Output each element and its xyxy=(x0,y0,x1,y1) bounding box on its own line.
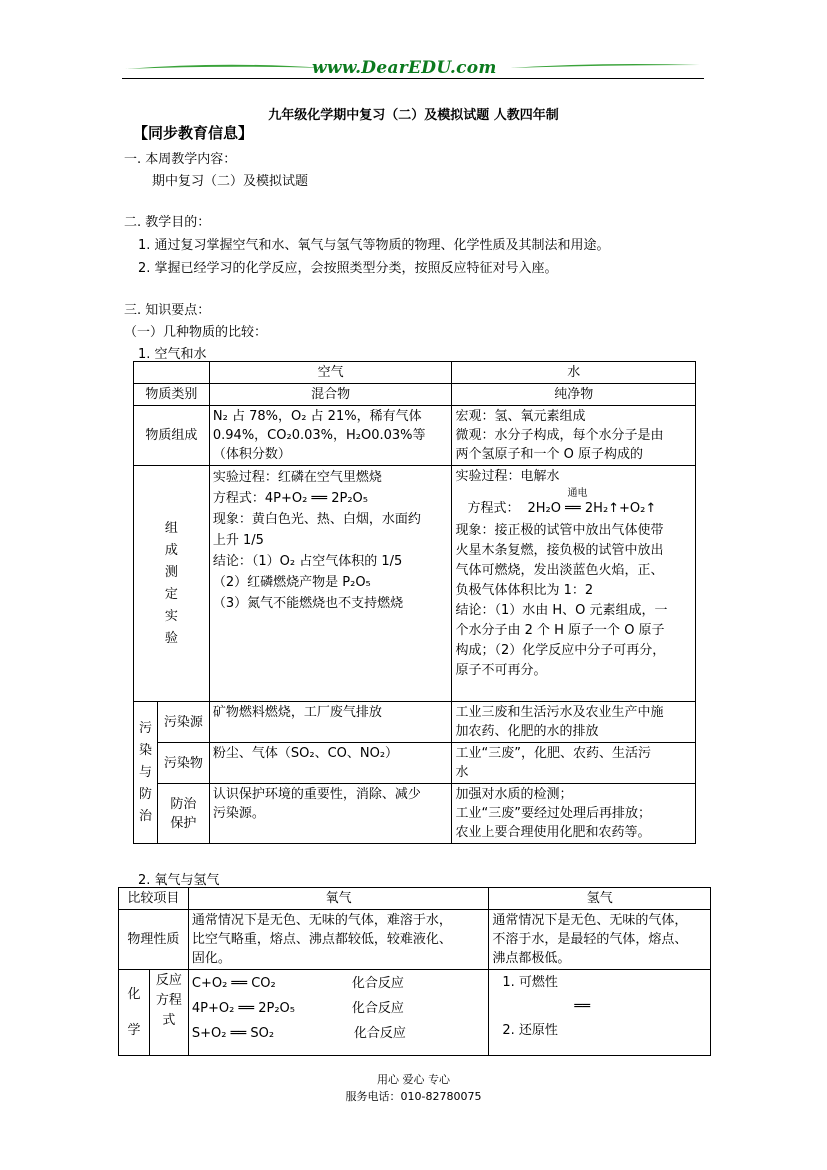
text-line: 加强对水质的检测； xyxy=(455,787,573,802)
text-line: 两个氢原子和一个 O 原子构成的 xyxy=(455,447,643,462)
t1-air-category: 混合物 xyxy=(209,384,452,406)
text-line: 原子不可再分。 xyxy=(455,663,547,678)
label-char: 学 xyxy=(127,1022,141,1038)
t1-label-experiment xyxy=(134,466,210,702)
text-line: 保护 xyxy=(170,815,197,831)
equation-prefix: 方程式： xyxy=(467,501,520,516)
text-line: 通常情况下是无色、无味的气体， xyxy=(492,913,688,928)
t1-label-source: 污染源 xyxy=(157,702,209,743)
text-line: 水 xyxy=(455,765,469,780)
text-line: 火星木条复燃，接负极的试管中放出 xyxy=(455,543,664,558)
text-line: 微观：水分子构成，每个水分子是由 xyxy=(455,428,664,443)
condition-label: 通电 xyxy=(567,488,588,499)
equation-row xyxy=(192,1021,486,1046)
text-line: 不溶于水，是最轻的气体，熔点、 xyxy=(492,932,688,947)
header-swoosh-right xyxy=(510,63,700,73)
footer-phone: 服务电话：010-82780075 xyxy=(345,1090,482,1103)
equation: 4P+O₂ ══ 2P₂O₅ xyxy=(191,1001,296,1016)
s2-item-1: 1. 通过复习掌握空气和水、氧气与氢气等物质的物理、化学性质及其制法和用途。 xyxy=(138,238,610,253)
t1-label-category: 物质类别 xyxy=(134,384,210,406)
t2-oxygen-equations xyxy=(188,970,489,1056)
text-line: 上升 1/5 xyxy=(212,533,264,548)
t2-hydrogen-chemical xyxy=(489,970,711,1056)
text-line: 加农药、化肥的水的排放 xyxy=(455,724,599,739)
t1-header-air: 空气 xyxy=(209,362,452,384)
t1-water-composition xyxy=(452,406,696,466)
t2-label-equation xyxy=(149,970,188,1056)
text-line: 气体可燃烧，发出淡蓝色火焰，正、 xyxy=(455,563,664,578)
text-line: 农业上要合理使用化肥和农药等。 xyxy=(455,825,651,840)
electrolysis-equation xyxy=(455,487,692,521)
text-line: N₂ 占 78%，O₂ 占 21%，稀有气体 xyxy=(212,409,422,424)
header-rule xyxy=(122,78,704,79)
s3-heading: 三. 知识要点： xyxy=(124,303,211,318)
t2-oxygen-physical xyxy=(188,910,489,970)
footer-slogan: 用心 爱心 专心 xyxy=(377,1073,450,1086)
t1-air-protection xyxy=(209,784,452,844)
t2-label-physical: 物理性质 xyxy=(119,910,189,970)
s3-sub: （一）几种物质的比较： xyxy=(124,325,268,340)
t2-hydrogen-physical xyxy=(489,910,711,970)
oxygen-hydrogen-table xyxy=(118,887,711,1056)
text-line: 固化。 xyxy=(191,951,231,966)
text-line: 现象：黄白色光、热、白烟，水面约 xyxy=(212,512,421,527)
t2-header-oxygen: 氧气 xyxy=(188,888,489,910)
text-line: 0.94%，CO₂0.03%，H₂O0.03%等 xyxy=(212,428,426,443)
equation: C+O₂ ══ CO₂ xyxy=(191,976,276,991)
equation-text: 2H₂O ══ 2H₂↑+O₂↑ xyxy=(527,501,657,516)
page-title: 九年级化学期中复习（二）及模拟试题 人教四年制 xyxy=(268,108,559,123)
text-line: 2. 还原性 xyxy=(502,1023,558,1038)
table1-title: 1. 空气和水 xyxy=(138,347,207,362)
text-line: 实验过程：红磷在空气里燃烧 xyxy=(212,470,382,485)
s1-heading: 一. 本周教学内容： xyxy=(124,152,237,167)
air-water-table xyxy=(133,361,696,844)
section-heading: 【同步教育信息】 xyxy=(133,124,254,142)
text-line: （2）红磷燃烧产物是 P₂O₅ xyxy=(212,575,371,590)
header-swoosh-left xyxy=(125,63,325,73)
t1-water-category: 纯净物 xyxy=(452,384,696,406)
label-char: 组 xyxy=(164,520,178,536)
text-line: （3）氮气不能燃烧也不支持燃烧 xyxy=(212,596,404,611)
reaction-type: 化合反应 xyxy=(351,976,404,991)
text-line: 宏观：氢、氧元素组成 xyxy=(455,409,586,424)
t1-water-source xyxy=(452,702,696,743)
text-line: 防治 xyxy=(170,796,197,812)
label-char: 化 xyxy=(127,986,141,1002)
text-line: 污染源。 xyxy=(212,806,265,821)
s2-item-2: 2. 掌握已经学习的化学反应，会按照类型分类，按照反应特征对号入座。 xyxy=(138,261,558,276)
t1-water-pollutant xyxy=(452,743,696,784)
t2-header-hydrogen: 氢气 xyxy=(489,888,711,910)
label-char: 成 xyxy=(164,542,178,558)
label-char: 测 xyxy=(164,564,178,580)
text-line: （体积分数） xyxy=(212,447,291,462)
text-line: 个水分子由 2 个 H 原子一个 O 原子 xyxy=(455,623,665,638)
equation-row xyxy=(192,971,486,996)
text-line: 工业“三废”要经过处理后再排放； xyxy=(455,806,651,821)
t1-corner xyxy=(134,362,210,384)
t1-air-source: 矿物燃料燃烧，工厂废气排放 xyxy=(209,702,452,743)
text-line: 式 xyxy=(162,1013,176,1028)
text-line: 认识保护环境的重要性，消除、减少 xyxy=(212,787,421,802)
label-char: 与 xyxy=(138,764,152,780)
label-char: 防 xyxy=(138,786,152,802)
t1-label-pollutant: 污染物 xyxy=(157,743,209,784)
t1-air-pollutant: 粉尘、气体（SO₂、CO、NO₂） xyxy=(209,743,452,784)
equation-row xyxy=(192,996,486,1021)
equation: S+O₂ ══ SO₂ xyxy=(191,1026,275,1041)
text-line: 构成；（2）化学反应中分子可再分， xyxy=(455,643,666,658)
label-char: 染 xyxy=(138,742,152,758)
text-line: 沸点都极低。 xyxy=(492,951,571,966)
t1-header-water: 水 xyxy=(452,362,696,384)
text-line: 方程式：4P+O₂ ══ 2P₂O₅ xyxy=(212,491,369,506)
label-char: 实 xyxy=(164,608,178,624)
text-line: 现象：接正极的试管中放出气体使带 xyxy=(455,523,664,538)
table2-title: 2. 氧气与氢气 xyxy=(138,873,220,888)
t1-label-composition: 物质组成 xyxy=(134,406,210,466)
text-line: 1. 可燃性 xyxy=(502,975,558,990)
text-line: 结论：（1）O₂ 占空气体积的 1/5 xyxy=(212,554,403,569)
t2-label-chemical xyxy=(119,970,150,1056)
t1-label-protection xyxy=(157,784,209,844)
text-line: 通常情况下是无色、无味的气体，难溶于水， xyxy=(191,913,452,928)
label-char: 污 xyxy=(138,720,152,736)
t1-water-protection xyxy=(452,784,696,844)
text-line: 工业三废和生活污水及农业生产中施 xyxy=(455,705,664,720)
label-char: 治 xyxy=(138,808,152,824)
reaction-type: 化合反应 xyxy=(353,1026,406,1041)
equation-placeholder: ══ xyxy=(574,999,591,1014)
text-line: 比空气略重，熔点、沸点都较低，较难液化、 xyxy=(191,932,452,947)
label-char: 验 xyxy=(164,630,178,646)
text-line: 反应 xyxy=(155,973,182,988)
s1-content: 期中复习（二）及模拟试题 xyxy=(152,174,309,189)
t1-air-experiment xyxy=(209,466,452,702)
t2-header-item: 比较项目 xyxy=(119,888,189,910)
t1-air-composition xyxy=(209,406,452,466)
t1-label-pollution xyxy=(134,702,158,844)
site-logo: www.DearEDU.com xyxy=(312,58,497,78)
label-char: 定 xyxy=(164,586,178,602)
t1-water-experiment xyxy=(452,466,696,702)
reaction-type: 化合反应 xyxy=(351,1001,404,1016)
s2-heading: 二. 教学目的： xyxy=(124,215,211,230)
text-line: 实验过程：电解水 xyxy=(455,469,560,484)
text-line: 结论：（1）水由 H、O 元素组成，一 xyxy=(455,603,668,618)
text-line: 负极气体体积比为 1：2 xyxy=(455,583,594,598)
text-line: 方程 xyxy=(155,993,182,1008)
text-line: 工业“三废”，化肥、农药、生活污 xyxy=(455,746,651,761)
